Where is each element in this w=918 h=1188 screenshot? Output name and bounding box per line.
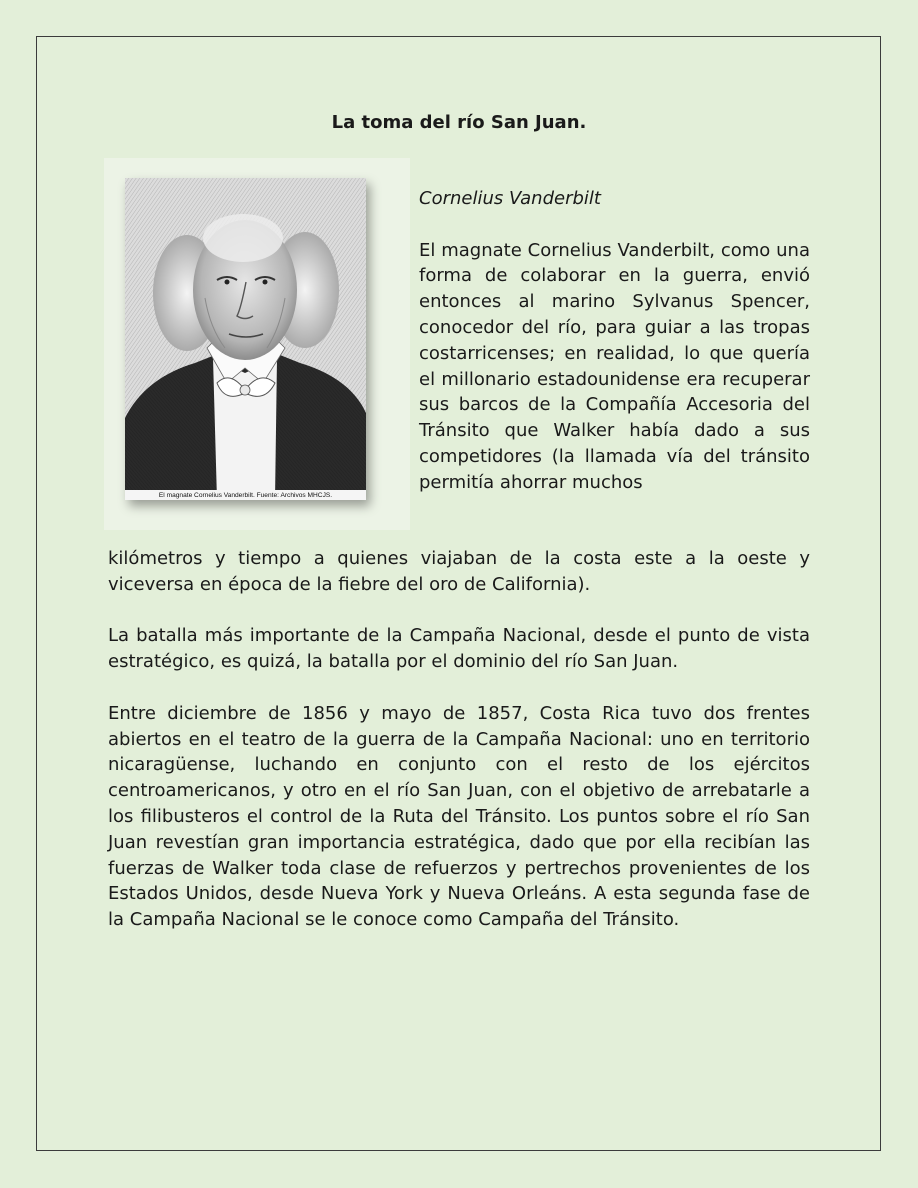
vanderbilt-portrait-engraving [125,178,366,500]
document-title: La toma del río San Juan. [331,112,587,133]
portrait-caption: El magnate Cornelius Vanderbilt. Fuente: Archivos MHCJS. [158,492,333,499]
side-paragraph: El magnate Cornelius Vanderbilt, como una forma de colaborar en la guerra, envió entonces al marino Sylvanus Spencer, conocedor del río, para guiar a las tropas costarricenses; en realidad, lo que quería el millonario estadounidense era recuperar sus barcos de la Compañía Accesoria del Tránsito que Walker había dado a sus competidores (la llamada vía del tránsito permitía ahorrar muchos [419,239,810,493]
paragraph-continuation: kilómetros y tiempo a quienes viajaban de la costa este a la oeste y viceversa en época de la fiebre del oro de California). [108,548,810,595]
paragraph-campana-transito: Entre diciembre de 1856 y mayo de 1857, Costa Rica tuvo dos frentes abiertos en el teatro de la guerra de la Campaña Nacional: uno en territorio nicaragüense, luchando en conjunto con el resto de los ejércitos centroamericanos, y otro en el río San Juan, con el objetivo de arrebatarle a los filibusteros el control de la Ruta del Tránsito. Los puntos sobre el río San Juan revestían gran importancia estratégica, dado que por ella recibían las fuerzas de Walker toda clase de refuerzos y pertrechos provenientes de los Estados Unidos, desde Nueva York y Nueva Orleáns. A esta segunda fase de la Campaña Nacional se le conoce como Campaña del Tránsito. [108,702,810,931]
portrait-figure [125,178,366,500]
paragraph-batalla: La batalla más importante de la Campaña Nacional, desde el punto de vista estratégico, es quizá, la batalla por el dominio del río San Juan. [108,625,810,673]
side-text-column [419,186,810,496]
portrait-subheading: Cornelius Vanderbilt [419,188,601,209]
main-text-column [108,546,810,959]
